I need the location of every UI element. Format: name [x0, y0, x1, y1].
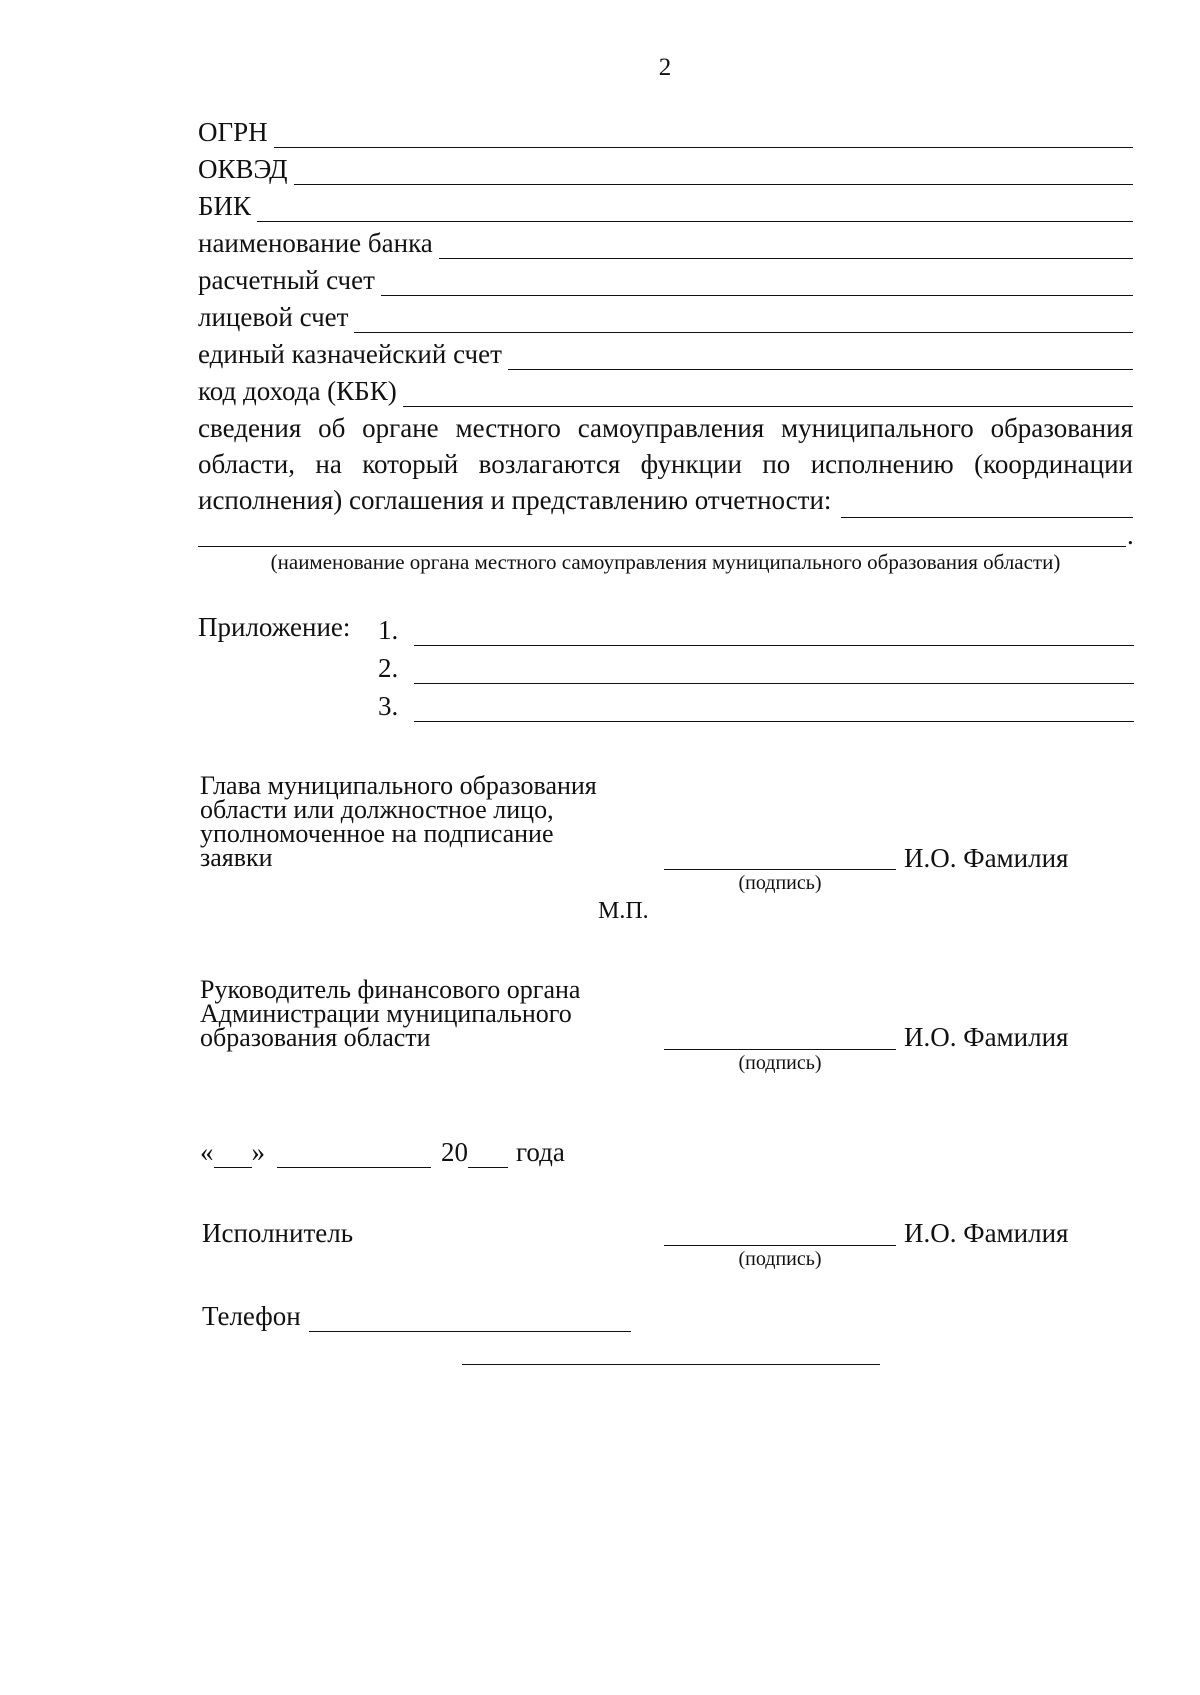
- attachment-row: [378, 612, 1134, 646]
- authority-paragraph: [198, 410, 1133, 518]
- field-label: лицевой счет: [198, 302, 349, 332]
- fill-line[interactable]: [439, 232, 1133, 259]
- field-label: наименование банка: [198, 228, 433, 258]
- attachment-number: 2.: [378, 653, 399, 683]
- field-personal-account: [198, 299, 1133, 333]
- date-row: [200, 1134, 565, 1168]
- head-signature-line[interactable]: [664, 869, 896, 870]
- field-settlement-account: [198, 262, 1133, 296]
- executor-name: И.О. Фамилия: [904, 1218, 1069, 1248]
- attachment-number: 3.: [378, 691, 399, 721]
- field-bank-name: [198, 225, 1133, 259]
- field-label: ОКВЭД: [198, 154, 288, 184]
- field-okved: [198, 151, 1133, 185]
- phone-row: [202, 1298, 631, 1332]
- fill-line[interactable]: [414, 695, 1134, 722]
- head-role: [200, 771, 597, 872]
- date-close-quote: »: [251, 1137, 265, 1167]
- day-blank[interactable]: [214, 1143, 252, 1168]
- attachment-row: [378, 688, 1134, 722]
- finance-role: [200, 975, 581, 1052]
- date-open-quote: «: [200, 1137, 214, 1167]
- attachments-label: Приложение:: [198, 612, 351, 642]
- year-blank[interactable]: [468, 1143, 508, 1168]
- field-ogrn: [198, 114, 1133, 148]
- role-line: области или должностное лицо,: [200, 795, 554, 824]
- stamp-placeholder: М.П.: [598, 898, 649, 924]
- head-signature-caption: (подпись): [738, 872, 822, 894]
- field-label: ОГРН: [198, 117, 268, 147]
- paragraph-line: исполнения) соглашения и представлению отчетности:: [198, 485, 832, 515]
- fill-line[interactable]: [354, 306, 1133, 333]
- finance-name: И.О. Фамилия: [904, 1022, 1069, 1052]
- role-line: заявки: [200, 843, 273, 872]
- finance-signature-line[interactable]: [664, 1049, 896, 1050]
- authority-caption: (наименование органа местного самоуправления муниципального образования области): [270, 550, 1061, 574]
- fill-line[interactable]: [257, 195, 1133, 222]
- fill-line[interactable]: [508, 343, 1133, 370]
- field-income-code: [198, 373, 1133, 407]
- fill-line[interactable]: [414, 657, 1134, 684]
- paragraph-last-line: [198, 482, 1133, 518]
- fill-line[interactable]: [274, 121, 1133, 148]
- fill-line[interactable]: [414, 619, 1134, 646]
- field-label: БИК: [198, 191, 252, 221]
- field-label: расчетный счет: [198, 265, 375, 295]
- role-line: уполномоченное на подписание: [200, 819, 554, 848]
- field-bik: [198, 188, 1133, 222]
- executor-label: Исполнитель: [202, 1218, 354, 1248]
- paragraph-line: сведения об органе местного самоуправления муниципального образования: [198, 413, 1133, 443]
- year-prefix: 20: [441, 1137, 468, 1167]
- phone-blank[interactable]: [309, 1307, 631, 1332]
- role-line: образования области: [200, 1023, 431, 1052]
- fill-line[interactable]: [403, 380, 1133, 407]
- finance-signature-caption: (подпись): [738, 1052, 822, 1074]
- head-name: И.О. Фамилия: [904, 843, 1069, 873]
- field-treasury-account: [198, 336, 1133, 370]
- page-number: 2: [658, 54, 672, 81]
- field-label: код дохода (КБК): [198, 376, 397, 406]
- month-blank[interactable]: [277, 1143, 431, 1168]
- executor-signature-caption: (подпись): [738, 1248, 822, 1270]
- closing-rule: [462, 1364, 880, 1365]
- date-suffix: года: [516, 1137, 565, 1167]
- fill-line[interactable]: [294, 158, 1134, 185]
- fill-line[interactable]: [841, 491, 1133, 518]
- executor-signature-line[interactable]: [664, 1245, 896, 1246]
- paragraph-line: области, на который возлагаются функции по исполнению (координации: [198, 449, 1133, 479]
- field-label: единый казначейский счет: [198, 339, 502, 369]
- authority-name-line[interactable]: [198, 546, 1126, 547]
- role-line: Глава муниципального образования: [200, 771, 597, 800]
- role-line: Администрации муниципального: [200, 999, 572, 1028]
- role-line: Руководитель финансового органа: [200, 975, 581, 1004]
- fill-line[interactable]: [381, 269, 1133, 296]
- phone-label: Телефон: [202, 1301, 301, 1331]
- end-mark: .: [1127, 520, 1134, 550]
- attachment-row: [378, 650, 1134, 684]
- attachment-number: 1.: [378, 615, 399, 645]
